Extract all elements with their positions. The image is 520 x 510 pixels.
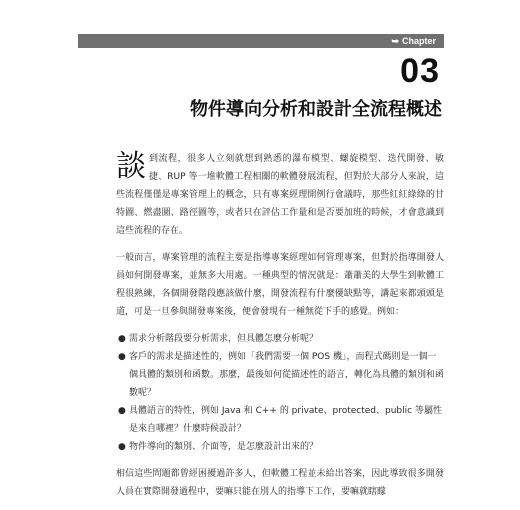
chapter-arrow-icon: ➥ — [391, 36, 399, 46]
chapter-label-text: Chapter — [401, 36, 436, 46]
body-content — [116, 150, 444, 510]
list-item-text: 客戶的需求是描述性的，例如「我們需要一個 POS 機」，而程式碼則是一個一個具體的類別和函數。那麼，最後如何從描述性的語言，轉化為具體的類別和函數呢？ — [129, 352, 445, 398]
list-item-text: 物件導向的類別、介面等，是怎麼設計出來的？ — [129, 442, 319, 452]
list-item — [116, 348, 444, 402]
list-item-text: 需求分析階段要分析需求，但具體怎麼分析呢？ — [129, 334, 319, 344]
bullet-icon: ● — [118, 442, 126, 452]
chapter-header-bar — [78, 34, 444, 48]
bullet-icon: ● — [118, 406, 126, 416]
drop-cap: 談 — [116, 149, 146, 184]
intro-text: 到流程，很多人立刻就想到熟悉的瀑布模型、螺旋模型、迭代開發、敏捷、RUP 等一堆軟體工程相關的軟體發展流程，但對於大部分人來說，這些流程僅僅是專案管理上的概念，只有專案經理開例行會議時，那些紅紅綠綠的甘特圖、燃盡圖、路徑圖等，或者只在評估工作量和是否要加班的時候，才會意識到這些流程的存在。 — [116, 154, 444, 236]
question-list — [116, 330, 444, 456]
intro-paragraph — [116, 150, 444, 240]
chapter-title: 物件導向分析和設計全流程概述 — [190, 99, 442, 120]
bullet-icon: ● — [118, 352, 126, 362]
list-item — [116, 330, 444, 348]
chapter-number: 03 — [400, 52, 440, 90]
list-item — [116, 402, 444, 438]
bullet-icon: ● — [118, 334, 126, 344]
paragraph-conclusion: 相信這些問題都曾經困擾過許多人，但軟體工程並未給出答案，因此導致很多開發人員在實際開發過程中，要嘛只能在別人的指導下工作，要嘛就瞎矇 — [116, 469, 444, 497]
list-item-text: 具體語言的特性，例如 Java 和 C++ 的 private、protected、public 等屬性是來自哪裡？什麼時候設計？ — [129, 406, 442, 434]
list-item — [116, 438, 444, 456]
paragraph-project-management: 一般而言，專案管理的流程主要是指導專案經理如何管理專案，但對於指導開發人員如何開發專案，並無多大用處。一種典型的情況就是：蕭蕭美的大學生到軟體工程很熟練，各個開發階段應該做什麼，開發流程有什麼優缺點等，講起來都頭頭是道，可是一旦參與開發專案後，便會發現有一種無從下手的感覺。例如： — [116, 253, 444, 317]
chapter-label — [391, 34, 436, 48]
